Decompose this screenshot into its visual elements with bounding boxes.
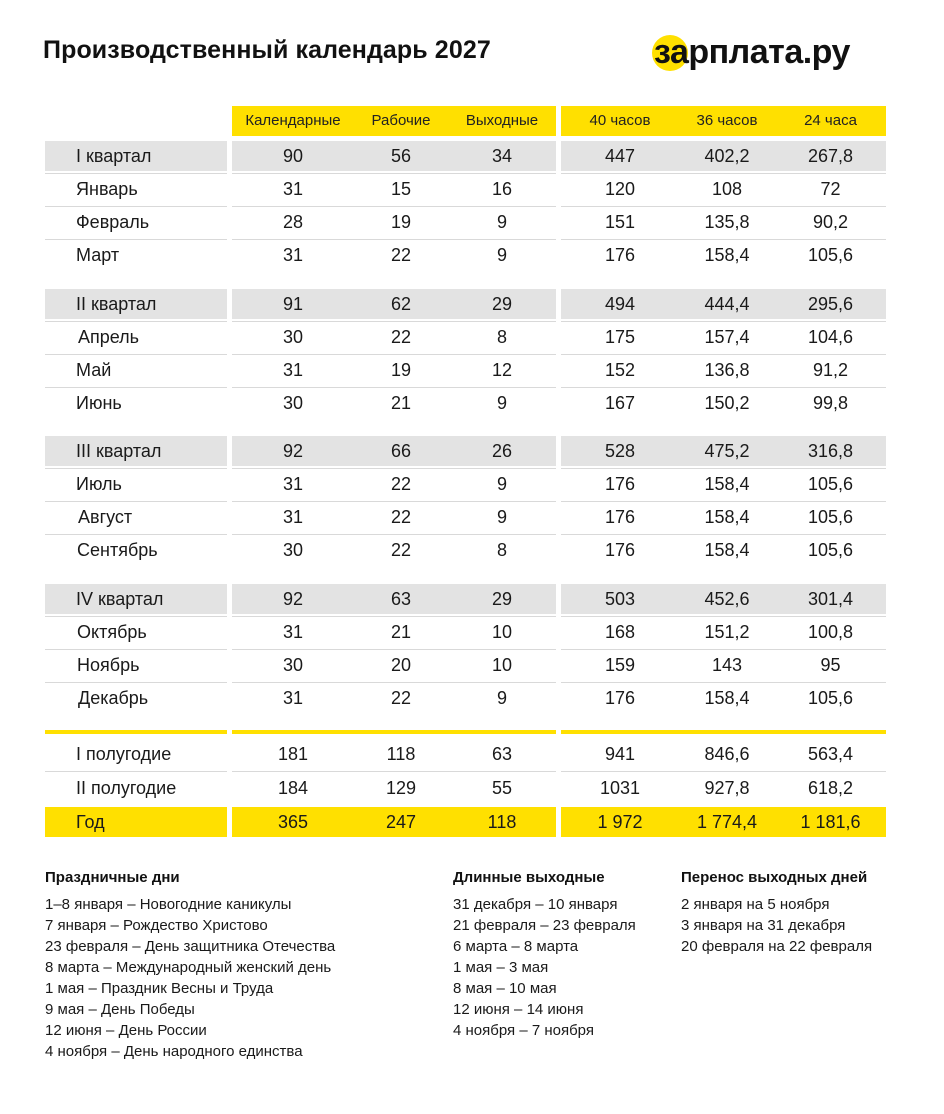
table-cell: 143 <box>711 655 743 675</box>
table-cell: 365 <box>277 812 309 832</box>
row-label: Октябрь <box>77 622 147 642</box>
table-row <box>0 436 944 469</box>
row-background <box>45 807 227 837</box>
row-label: Апрель <box>78 327 140 347</box>
table-cell: 8 <box>496 540 507 560</box>
table-cell: 618,2 <box>807 778 854 798</box>
note-item: 1 мая – 3 мая <box>453 959 549 976</box>
table-row <box>0 388 944 421</box>
table-cell: 105,6 <box>807 688 854 708</box>
column-header-calendar: Календарные <box>245 112 341 129</box>
table-cell: 120 <box>604 179 636 199</box>
table-cell: 22 <box>390 327 412 347</box>
table-cell: 158,4 <box>704 245 750 265</box>
row-label: I полугодие <box>76 744 172 764</box>
table-row <box>0 174 944 207</box>
transfers-list <box>681 894 872 957</box>
transfers-title: Перенос выходных дней <box>681 869 868 886</box>
table-row <box>0 535 944 568</box>
table-cell: 151 <box>604 212 636 232</box>
column-header-36h: 36 часов <box>696 112 758 129</box>
table-cell: 29 <box>491 294 513 314</box>
table-cell: 10 <box>491 622 513 642</box>
row-label: Июнь <box>76 393 122 413</box>
table-cell: 9 <box>496 474 507 494</box>
table-cell: 31 <box>282 507 304 527</box>
holidays-title: Праздничные дни <box>45 869 180 886</box>
table-cell: 1 774,4 <box>696 812 758 832</box>
note-item: 23 февраля – День защитника Отечества <box>45 938 336 955</box>
row-label: III квартал <box>76 441 162 461</box>
table-cell: 1031 <box>599 778 641 798</box>
table-row <box>0 807 944 840</box>
table-cell: 29 <box>491 589 513 609</box>
table-row <box>0 289 944 322</box>
table-cell: 184 <box>277 778 309 798</box>
table-cell: 175 <box>604 327 636 347</box>
note-item: 12 июня – 14 июня <box>453 1001 584 1018</box>
table-cell: 150,2 <box>704 393 750 413</box>
table-row <box>0 739 944 772</box>
long-weekends-list <box>453 894 636 1041</box>
note-item: 12 июня – День России <box>45 1022 207 1039</box>
table-cell: 21 <box>390 622 412 642</box>
note-item: 4 ноября – 7 ноября <box>453 1022 594 1039</box>
table-cell: 105,6 <box>807 245 854 265</box>
row-label: II квартал <box>76 294 157 314</box>
table-cell: 104,6 <box>807 327 854 347</box>
table-cell: 157,4 <box>704 327 750 347</box>
table-cell: 90 <box>282 146 304 166</box>
row-label: Май <box>76 360 112 380</box>
table-cell: 21 <box>390 393 412 413</box>
row-label: Август <box>78 507 133 527</box>
table-cell: 181 <box>277 744 309 764</box>
table-cell: 247 <box>385 812 417 832</box>
table-cell: 176 <box>604 474 636 494</box>
table-cell: 9 <box>496 393 507 413</box>
table-cell: 92 <box>282 589 304 609</box>
row-label: I квартал <box>76 146 152 166</box>
table-cell: 494 <box>604 294 636 314</box>
row-label: Ноябрь <box>77 655 140 675</box>
table-cell: 402,2 <box>704 146 750 166</box>
table-cell: 528 <box>604 441 636 461</box>
table-cell: 91,2 <box>812 360 849 380</box>
table-row <box>0 355 944 388</box>
note-item: 6 марта – 8 марта <box>453 938 579 955</box>
table-cell: 295,6 <box>807 294 854 314</box>
note-item: 20 февраля на 22 февраля <box>681 938 873 955</box>
table-cell: 1 972 <box>597 812 643 832</box>
table-cell: 316,8 <box>807 441 854 461</box>
note-item: 3 января на 31 декабря <box>681 917 846 934</box>
table-cell: 31 <box>282 474 304 494</box>
page-title: Производственный календарь 2027 <box>43 36 491 64</box>
table-cell: 105,6 <box>807 507 854 527</box>
table-cell: 9 <box>496 507 507 527</box>
table-cell: 927,8 <box>704 778 750 798</box>
table-cell: 129 <box>385 778 417 798</box>
table-cell: 105,6 <box>807 540 854 560</box>
table-cell: 62 <box>390 294 412 314</box>
note-item: 4 ноября – День народного единства <box>45 1043 303 1060</box>
logo-text: зарплата.ру <box>654 32 850 71</box>
table-cell: 158,4 <box>704 474 750 494</box>
table-cell: 452,6 <box>704 589 750 609</box>
row-label: Март <box>76 245 120 265</box>
table-cell: 66 <box>390 441 412 461</box>
row-label: Январь <box>76 179 138 199</box>
long-weekends-title: Длинные выходные <box>453 869 605 886</box>
table-cell: 31 <box>282 245 304 265</box>
row-label: II полугодие <box>76 778 177 798</box>
table-cell: 90,2 <box>812 212 849 232</box>
table-cell: 28 <box>282 212 304 232</box>
row-label: Год <box>76 812 105 832</box>
table-cell: 22 <box>390 245 412 265</box>
column-header-weekends: Выходные <box>465 112 539 129</box>
row-label: Февраль <box>76 212 150 232</box>
table-cell: 941 <box>604 744 636 764</box>
table-cell: 1 181,6 <box>800 812 861 832</box>
table-cell: 135,8 <box>704 212 750 232</box>
table-cell: 19 <box>390 360 412 380</box>
table-cell: 118 <box>386 744 416 764</box>
table-row <box>0 502 944 535</box>
table-cell: 168 <box>604 622 636 642</box>
table-cell: 92 <box>282 441 304 461</box>
table-row <box>0 584 944 617</box>
table-cell: 31 <box>282 360 304 380</box>
table-cell: 105,6 <box>807 474 854 494</box>
table-cell: 22 <box>390 540 412 560</box>
table-row <box>0 683 944 716</box>
note-item: 7 января – Рождество Христово <box>45 917 268 934</box>
table-row <box>0 773 944 806</box>
table-cell: 10 <box>491 655 513 675</box>
table-cell: 9 <box>496 245 507 265</box>
table-cell: 22 <box>390 507 412 527</box>
table-cell: 30 <box>282 393 304 413</box>
row-divider <box>561 771 886 772</box>
table-cell: 63 <box>491 744 513 764</box>
table-row <box>0 207 944 240</box>
table-cell: 30 <box>282 327 304 347</box>
column-header-40h: 40 часов <box>589 112 651 129</box>
table-cell: 22 <box>390 688 412 708</box>
note-item: 8 марта – Международный женский день <box>45 959 332 976</box>
table-cell: 9 <box>496 212 507 232</box>
table-cell: 55 <box>491 778 513 798</box>
table-cell: 444,4 <box>704 294 750 314</box>
row-label: Сентябрь <box>77 540 158 560</box>
table-cell: 301,4 <box>807 589 854 609</box>
table-row <box>0 469 944 502</box>
table-cell: 63 <box>390 589 412 609</box>
table-cell: 22 <box>390 474 412 494</box>
table-cell: 31 <box>282 179 304 199</box>
table-cell: 158,4 <box>704 540 750 560</box>
row-label: Декабрь <box>78 688 149 708</box>
row-label: IV квартал <box>76 589 164 609</box>
table-cell: 267,8 <box>807 146 854 166</box>
section-divider-bar <box>561 730 886 734</box>
note-item: 1–8 января – Новогодние каникулы <box>45 896 292 913</box>
row-label: Июль <box>76 474 122 494</box>
column-header-working: Рабочие <box>371 112 431 129</box>
section-divider-bar <box>232 730 556 734</box>
table-cell: 136,8 <box>704 360 750 380</box>
note-item: 8 мая – 10 мая <box>453 980 557 997</box>
note-item: 9 мая – День Победы <box>45 1001 195 1018</box>
table-cell: 176 <box>604 507 636 527</box>
brand-logo <box>652 30 850 74</box>
table-cell: 100,8 <box>807 622 854 642</box>
table-cell: 15 <box>390 179 412 199</box>
table-cell: 20 <box>390 655 412 675</box>
table-cell: 151,2 <box>704 622 750 642</box>
table-cell: 12 <box>491 360 513 380</box>
table-cell: 158,4 <box>704 507 750 527</box>
table-row <box>0 617 944 650</box>
table-cell: 846,6 <box>704 744 750 764</box>
table-cell: 95 <box>820 655 841 675</box>
table-cell: 159 <box>604 655 636 675</box>
table-row <box>0 141 944 174</box>
table-cell: 108 <box>711 179 743 199</box>
table-cell: 176 <box>604 688 636 708</box>
table-cell: 503 <box>604 589 636 609</box>
table-cell: 30 <box>282 655 304 675</box>
row-divider <box>232 771 556 772</box>
table-cell: 31 <box>282 622 304 642</box>
table-row <box>0 322 944 355</box>
section-divider-bar <box>45 730 227 734</box>
table-cell: 19 <box>390 212 412 232</box>
row-divider <box>45 771 227 772</box>
column-header-24h: 24 часа <box>804 112 857 129</box>
note-item: 21 февраля – 23 февраля <box>453 917 636 934</box>
note-item: 31 декабря – 10 января <box>453 896 618 913</box>
table-cell: 9 <box>496 688 507 708</box>
table-cell: 118 <box>487 812 517 832</box>
holidays-list <box>45 894 335 1062</box>
table-cell: 158,4 <box>704 688 750 708</box>
note-item: 1 мая – Праздник Весны и Труда <box>45 980 274 997</box>
table-cell: 91 <box>282 294 304 314</box>
table-cell: 16 <box>491 179 513 199</box>
table-cell: 563,4 <box>807 744 854 764</box>
table-cell: 176 <box>604 245 636 265</box>
table-cell: 475,2 <box>704 441 750 461</box>
table-cell: 8 <box>496 327 507 347</box>
table-cell: 447 <box>604 146 636 166</box>
table-cell: 30 <box>282 540 304 560</box>
table-cell: 26 <box>491 441 513 461</box>
table-cell: 72 <box>820 179 841 199</box>
table-cell: 152 <box>604 360 636 380</box>
note-item: 2 января на 5 ноября <box>681 896 830 913</box>
table-row <box>0 650 944 683</box>
table-cell: 56 <box>390 146 412 166</box>
table-row <box>0 240 944 273</box>
table-cell: 176 <box>604 540 636 560</box>
table-cell: 31 <box>282 688 304 708</box>
table-cell: 99,8 <box>812 393 849 413</box>
table-cell: 34 <box>491 146 513 166</box>
table-cell: 167 <box>604 393 636 413</box>
